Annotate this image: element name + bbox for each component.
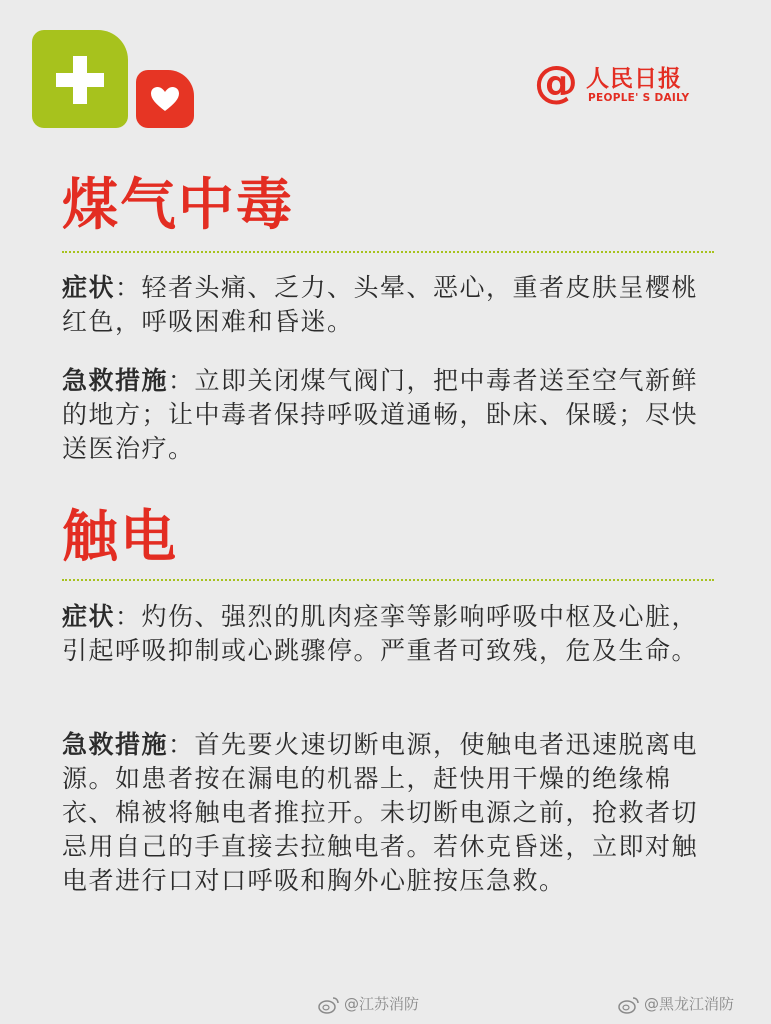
section-title-electric-shock: 触电 <box>62 505 178 570</box>
symptoms-text: 轻者头痛、乏力、头晕、恶心，重者皮肤呈樱桃红色，呼吸困难和昏迷。 <box>62 273 699 336</box>
section-divider <box>62 251 714 253</box>
first-aid-paragraph <box>62 728 714 898</box>
symptoms-paragraph <box>62 271 714 339</box>
label-separator: ： <box>168 366 195 395</box>
watermark-text: @黑龙江消防 <box>644 995 735 1013</box>
label-separator: ： <box>115 273 142 302</box>
logo-name-chinese: 人民日报 <box>586 66 682 92</box>
first-aid-text: 首先要火速切断电源，使触电者迅速脱离电源。如患者按在漏电的机器上，赶快用干燥的绝缘棉衣、棉被将触电者推拉开。未切断电源之前，抢救者切忌用自己的手直接去拉触电者。若休克昏迷，立即对触电者进行口对口呼吸和胸外心脏按压急救。 <box>62 730 699 895</box>
symptoms-label: 症状 <box>62 273 116 302</box>
section-title-gas-poisoning: 煤气中毒 <box>62 173 294 238</box>
watermark-jiangsu <box>318 993 419 1014</box>
symptoms-text: 灼伤、强烈的肌肉痉挛等影响呼吸中枢及心脏，引起呼吸抑制或心跳骤停。严重者可致残，危及生命。 <box>62 602 699 665</box>
plus-icon-vertical <box>73 56 87 104</box>
weibo-icon <box>618 996 640 1014</box>
watermark-text: @江苏消防 <box>344 995 420 1013</box>
logo-at-symbol: @ <box>534 57 578 108</box>
logo-name-english: PEOPLE' S DAILY <box>588 92 690 104</box>
symptoms-label: 症状 <box>62 602 116 631</box>
heart-icon <box>150 86 180 112</box>
weibo-icon <box>318 996 340 1014</box>
label-separator: ： <box>168 730 195 759</box>
watermark-heilongjiang <box>618 993 734 1014</box>
first-aid-label: 急救措施 <box>62 730 169 759</box>
first-aid-paragraph <box>62 364 714 466</box>
first-aid-label: 急救措施 <box>62 366 169 395</box>
heart-badge <box>136 70 194 128</box>
label-separator: ： <box>115 602 142 631</box>
symptoms-paragraph <box>62 600 714 668</box>
plus-badge <box>32 30 128 128</box>
first-aid-text: 立即关闭煤气阀门，把中毒者送至空气新鲜的地方；让中毒者保持呼吸道通畅，卧床、保暖；尽快送医治疗。 <box>62 366 699 463</box>
section-divider <box>62 579 714 581</box>
peoples-daily-logo <box>534 58 714 118</box>
